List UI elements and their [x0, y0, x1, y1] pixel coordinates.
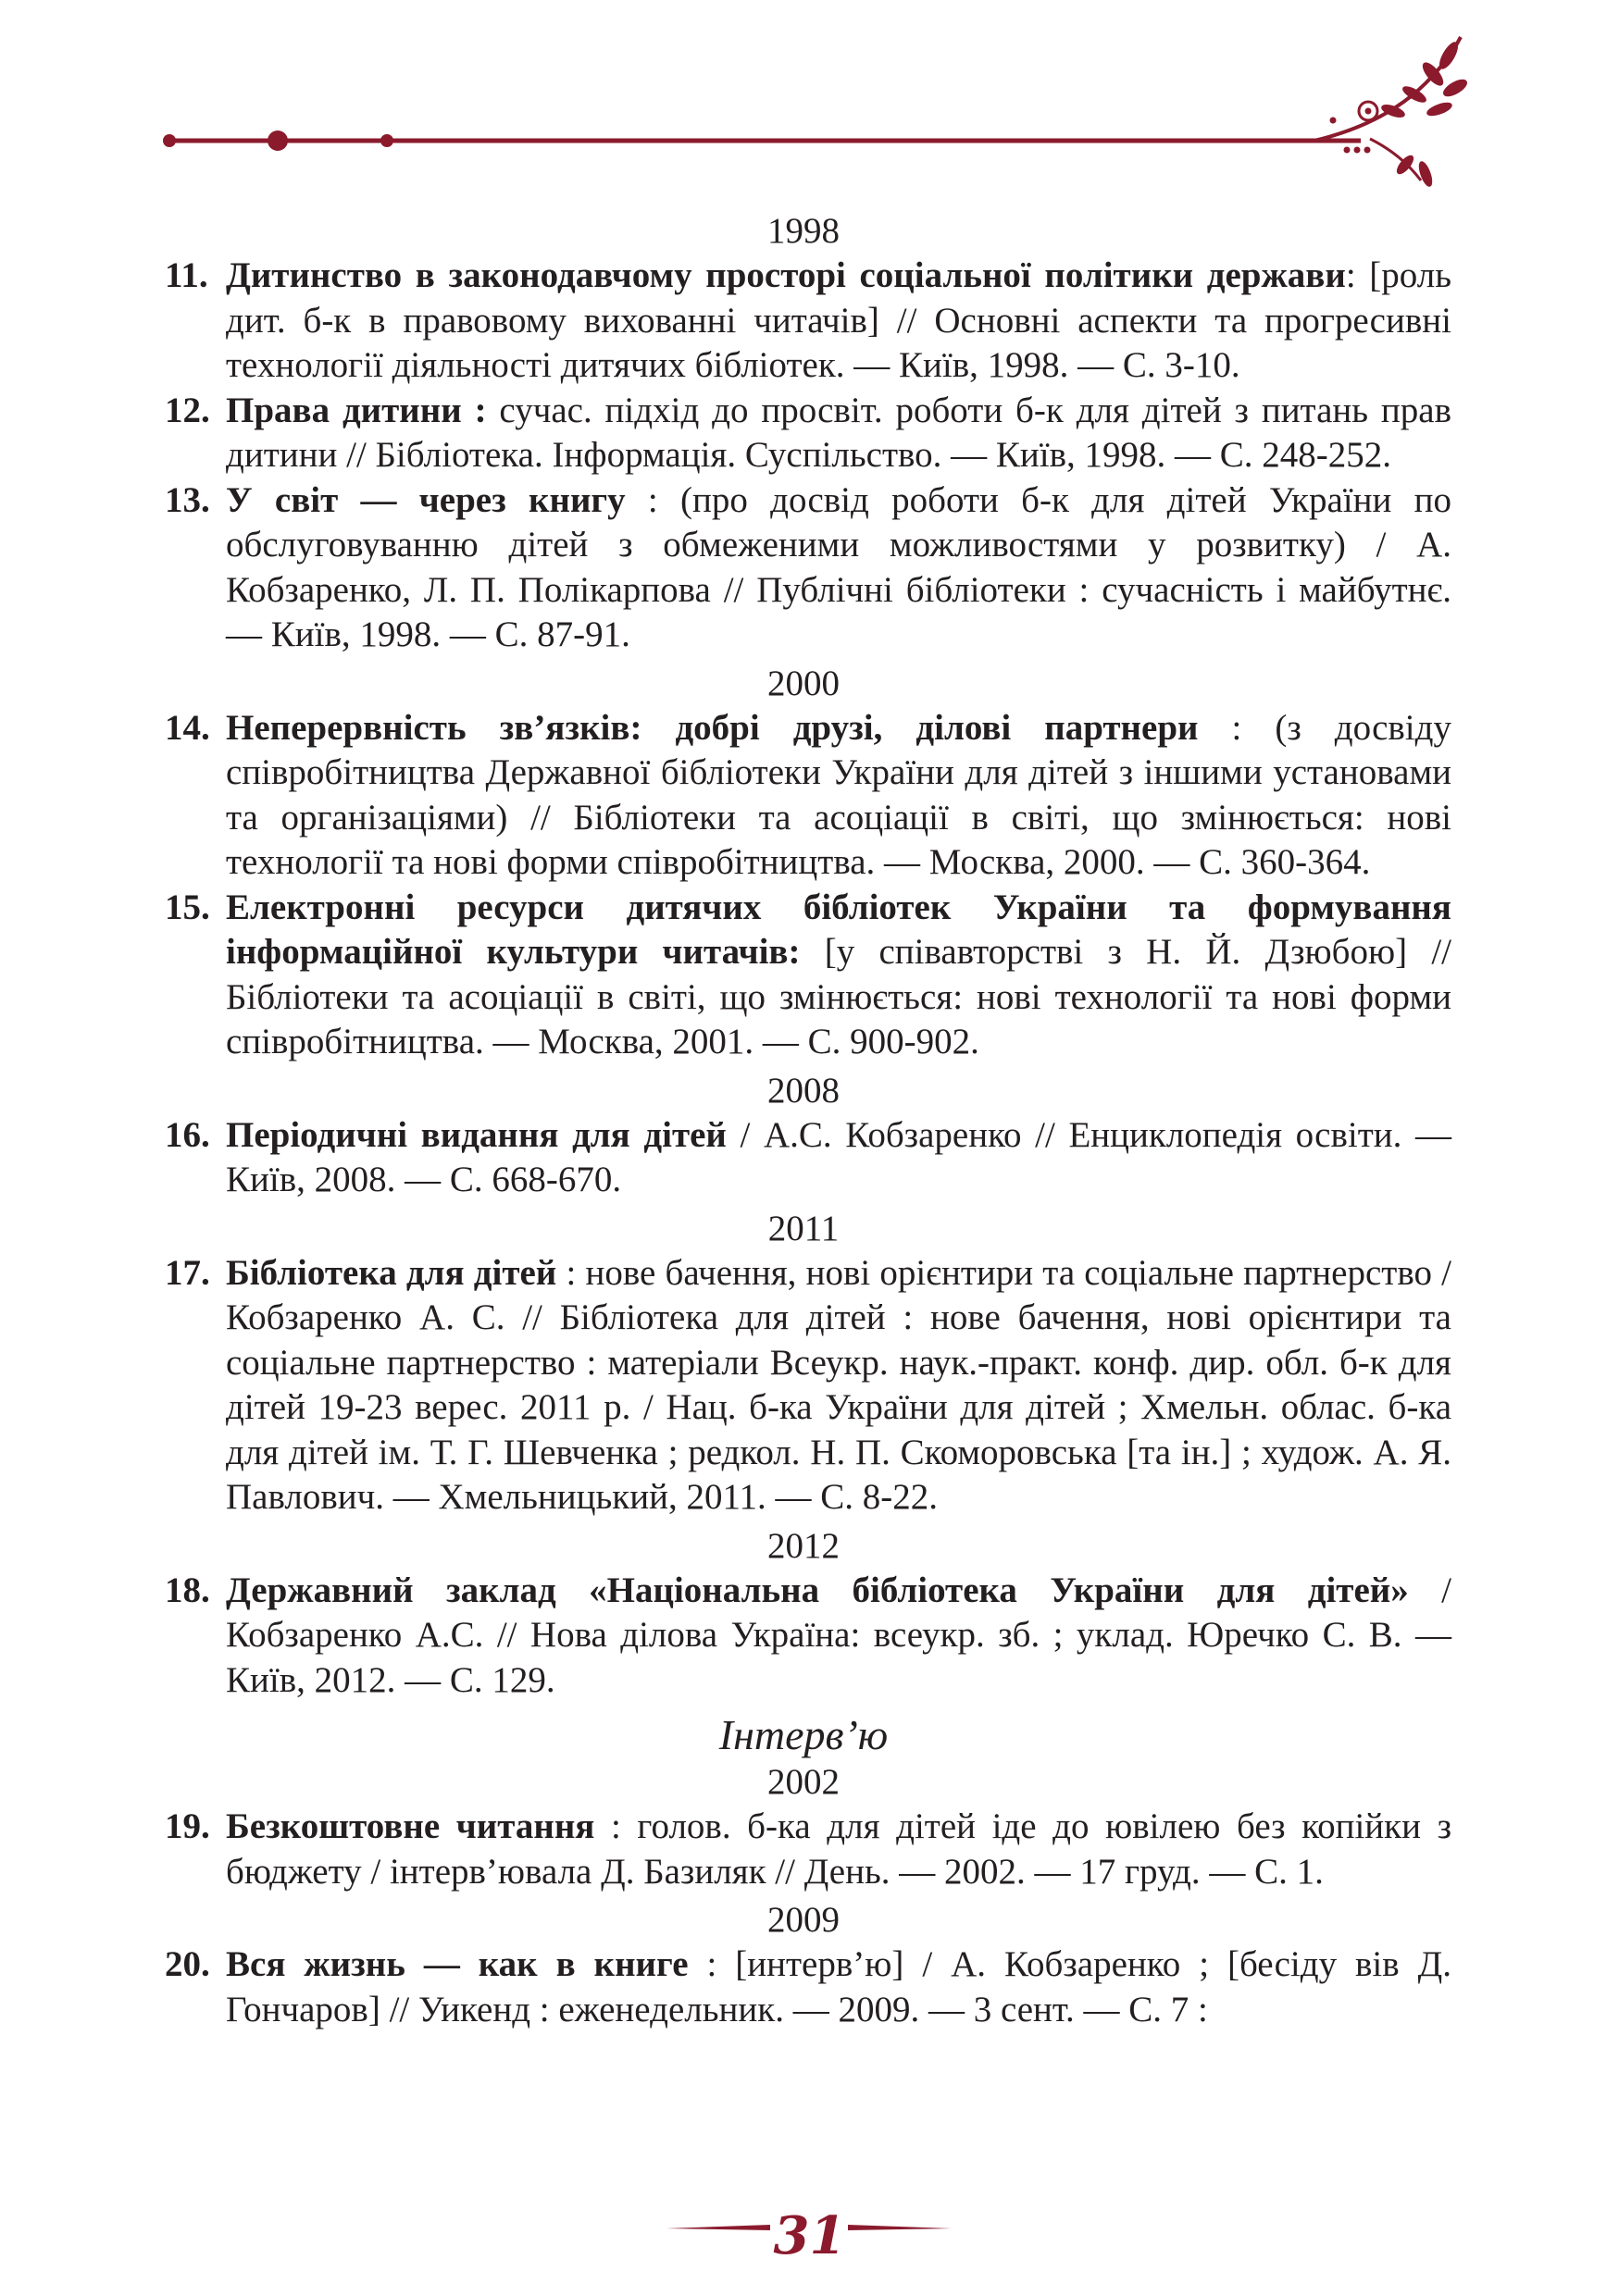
- floral-branch-icon: [1314, 37, 1469, 188]
- bibliography-content: [156, 209, 1451, 2032]
- bibliography-entry: [156, 1569, 1451, 1704]
- year-heading: 2009: [767, 1900, 840, 1940]
- year-heading: 1998: [767, 211, 840, 251]
- entry-title: Безкоштовне читання: [226, 1806, 595, 1846]
- bibliography-entry: [156, 886, 1451, 1065]
- entry-description: : (з досвіду співробітництва Державної бібліотеки України для дітей з іншими установами та організаціями) // Бібліотеки та асоціації в світі, що змінюється: нові технології та нові форми співробітництва. — Москва, 2000. — С. 360-364.: [226, 707, 1451, 882]
- entry-description: : голов. б-ка для дітей іде до ювілею без копійки з бюджету / інтерв’ювала Д. Базиляк // День. — 2002. — 17 груд. — С. 1.: [226, 1806, 1451, 1892]
- entry-title: Періодичні видання для дітей: [226, 1114, 727, 1155]
- entry-description: сучас. підхід до просвіт. роботи б-к для дітей з питань прав дитини // Бібліотека. Інформація. Суспільство. — Київ, 1998. — С. 248-252.: [226, 390, 1452, 475]
- entry-title: Вся жизнь — как в книге: [226, 1944, 689, 1984]
- entry-description: / Кобзаренко А.С. // Нова ділова Україна: всеукр. зб. ; уклад. Юречко С. В. — Київ, 2012. — С. 129.: [226, 1570, 1451, 1700]
- entry-description: / А.С. Кобзаренко // Енциклопедія освіти. — Київ, 2008. — С. 668-670.: [226, 1114, 1451, 1199]
- page-number: 31: [773, 2205, 846, 2266]
- entry-description: : нове бачення, нові орієнтири та соціальне партнерство / Кобзаренко А. С. // Бібліотека для дітей : нове бачення, нові орієнтири та соціальне партнерство : матеріали Всеукр. наук.-практ. конф. дир. обл. б-к для дітей 19-23 верес. 2011 р. / Нац. б-ка України для дітей ; Хмельн. облас. б-ка для дітей ім. Т. Г. Шевченка ; редкол. Н. П. Скоморовська [та ін.] ; худож. А. Я. Павлович. — Хмельницький, 2011. — С. 8-22.: [226, 1252, 1451, 1517]
- bibliography-entry: [156, 706, 1451, 886]
- entry-number: 11.: [165, 255, 208, 295]
- entry-number: 14.: [165, 707, 210, 748]
- entry-description: : (про досвід роботи б-к для дітей України по обслуговуванню дітей з обмеженими можливостями у розвитку) / А. Кобзаренко, Л. П. Полікарпова // Публічні бібліотеки : сучасність і майбутнє. — Київ, 1998. — С. 87-91.: [226, 479, 1452, 654]
- bibliography-entry: [156, 1942, 1451, 2032]
- entry-title: Неперервність зв’язків: добрі друзі, ділові партнери: [226, 707, 1199, 748]
- entry-title: Електронні ресурси дитячих бібліотек України та формування інформаційної культури читачів:: [226, 887, 1451, 972]
- bibliography-entry: [156, 1251, 1451, 1520]
- entry-title: Державний заклад «Національна бібліотека України для дітей»: [226, 1570, 1409, 1610]
- entry-description: [у співавторстві з Н. Й. Дзюбою] // Бібліотеки та асоціації в світі, що змінюється: нові технології та нові форми співробітництва. — Москва, 2001. — С. 900-902.: [226, 932, 1451, 1061]
- header-ornament: [0, 0, 1619, 222]
- year-heading: 2012: [767, 1525, 840, 1566]
- entry-description: : [интерв’ю] / А. Кобзаренко ; [бесіду вів Д. Гончаров] // Уикенд : еженедельник. — 2009. — 3 сент. — С. 7 :: [226, 1944, 1451, 2029]
- entry-number: 16.: [165, 1114, 210, 1155]
- entry-number: 20.: [165, 1944, 210, 1984]
- bibliography-entry: [156, 1113, 1451, 1203]
- bibliography-entry: [156, 254, 1451, 389]
- entry-title: Бібліотека для дітей: [226, 1252, 557, 1293]
- header-rule-dot: [380, 134, 393, 147]
- entry-number: 17.: [165, 1252, 210, 1293]
- entry-number: 13.: [165, 479, 210, 520]
- bibliography-entry: [156, 389, 1451, 478]
- entry-title: У світ — через книгу: [226, 479, 626, 520]
- year-heading: 2000: [767, 663, 840, 703]
- year-heading: 2008: [767, 1070, 840, 1111]
- header-rule-dot: [163, 134, 176, 147]
- entry-number: 19.: [165, 1806, 210, 1846]
- entry-number: 12.: [165, 390, 210, 430]
- year-heading: 2002: [767, 1762, 840, 1802]
- entry-description: : [роль дит. б-к в правовому вихованні читачів] // Основні аспекти та прогресивні технології діяльності дитячих бібліотек. — Київ, 1998. — С. 3-10.: [226, 255, 1452, 385]
- section-heading: Інтерв’ю: [718, 1711, 889, 1758]
- entry-title: Дитинство в законодавчому просторі соціальної політики держави: [226, 255, 1346, 295]
- bibliography-entry: [156, 1805, 1451, 1894]
- year-heading: 2011: [767, 1208, 840, 1248]
- entry-number: 15.: [165, 887, 210, 927]
- entry-title: Права дитини :: [226, 390, 487, 430]
- bibliography-entry: [156, 478, 1451, 658]
- entry-number: 18.: [165, 1570, 210, 1610]
- header-rule-dot: [268, 130, 288, 151]
